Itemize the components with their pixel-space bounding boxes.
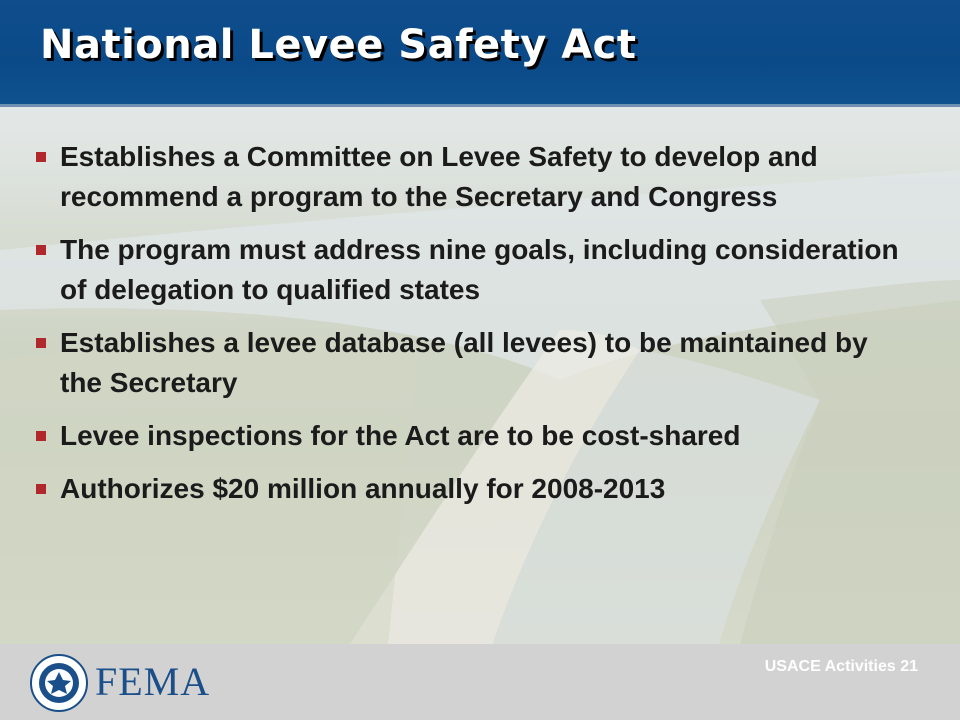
square-bullet-icon xyxy=(36,152,46,162)
square-bullet-icon xyxy=(36,484,46,494)
bullet-text: Establishes a Committee on Levee Safety to develop and recommend a program to the Secretary and Congress xyxy=(60,141,818,212)
bullet-item xyxy=(34,137,914,217)
slide-title: National Levee Safety Act xyxy=(40,22,637,68)
dhs-seal-icon xyxy=(30,654,88,712)
square-bullet-icon xyxy=(36,431,46,441)
square-bullet-icon xyxy=(36,245,46,255)
bullet-item xyxy=(34,416,914,456)
footer-bar xyxy=(0,644,960,720)
title-bar xyxy=(0,0,960,104)
bullet-text: Authorizes $20 million annually for 2008-2013 xyxy=(60,473,666,504)
square-bullet-icon xyxy=(36,338,46,348)
content-panel xyxy=(0,107,960,644)
bullet-text: Levee inspections for the Act are to be cost-shared xyxy=(60,420,741,451)
bullet-text: Establishes a levee database (all levees) to be maintained by the Secretary xyxy=(60,327,868,398)
page-label: USACE Activities 21 xyxy=(764,658,918,675)
bullet-item xyxy=(34,323,914,403)
bullet-item xyxy=(34,469,914,509)
bullet-item xyxy=(34,230,914,310)
fema-logo: FEMA xyxy=(95,659,211,704)
bullet-text: The program must address nine goals, including consideration of delegation to qualified states xyxy=(60,234,899,305)
bullet-list xyxy=(34,137,914,522)
